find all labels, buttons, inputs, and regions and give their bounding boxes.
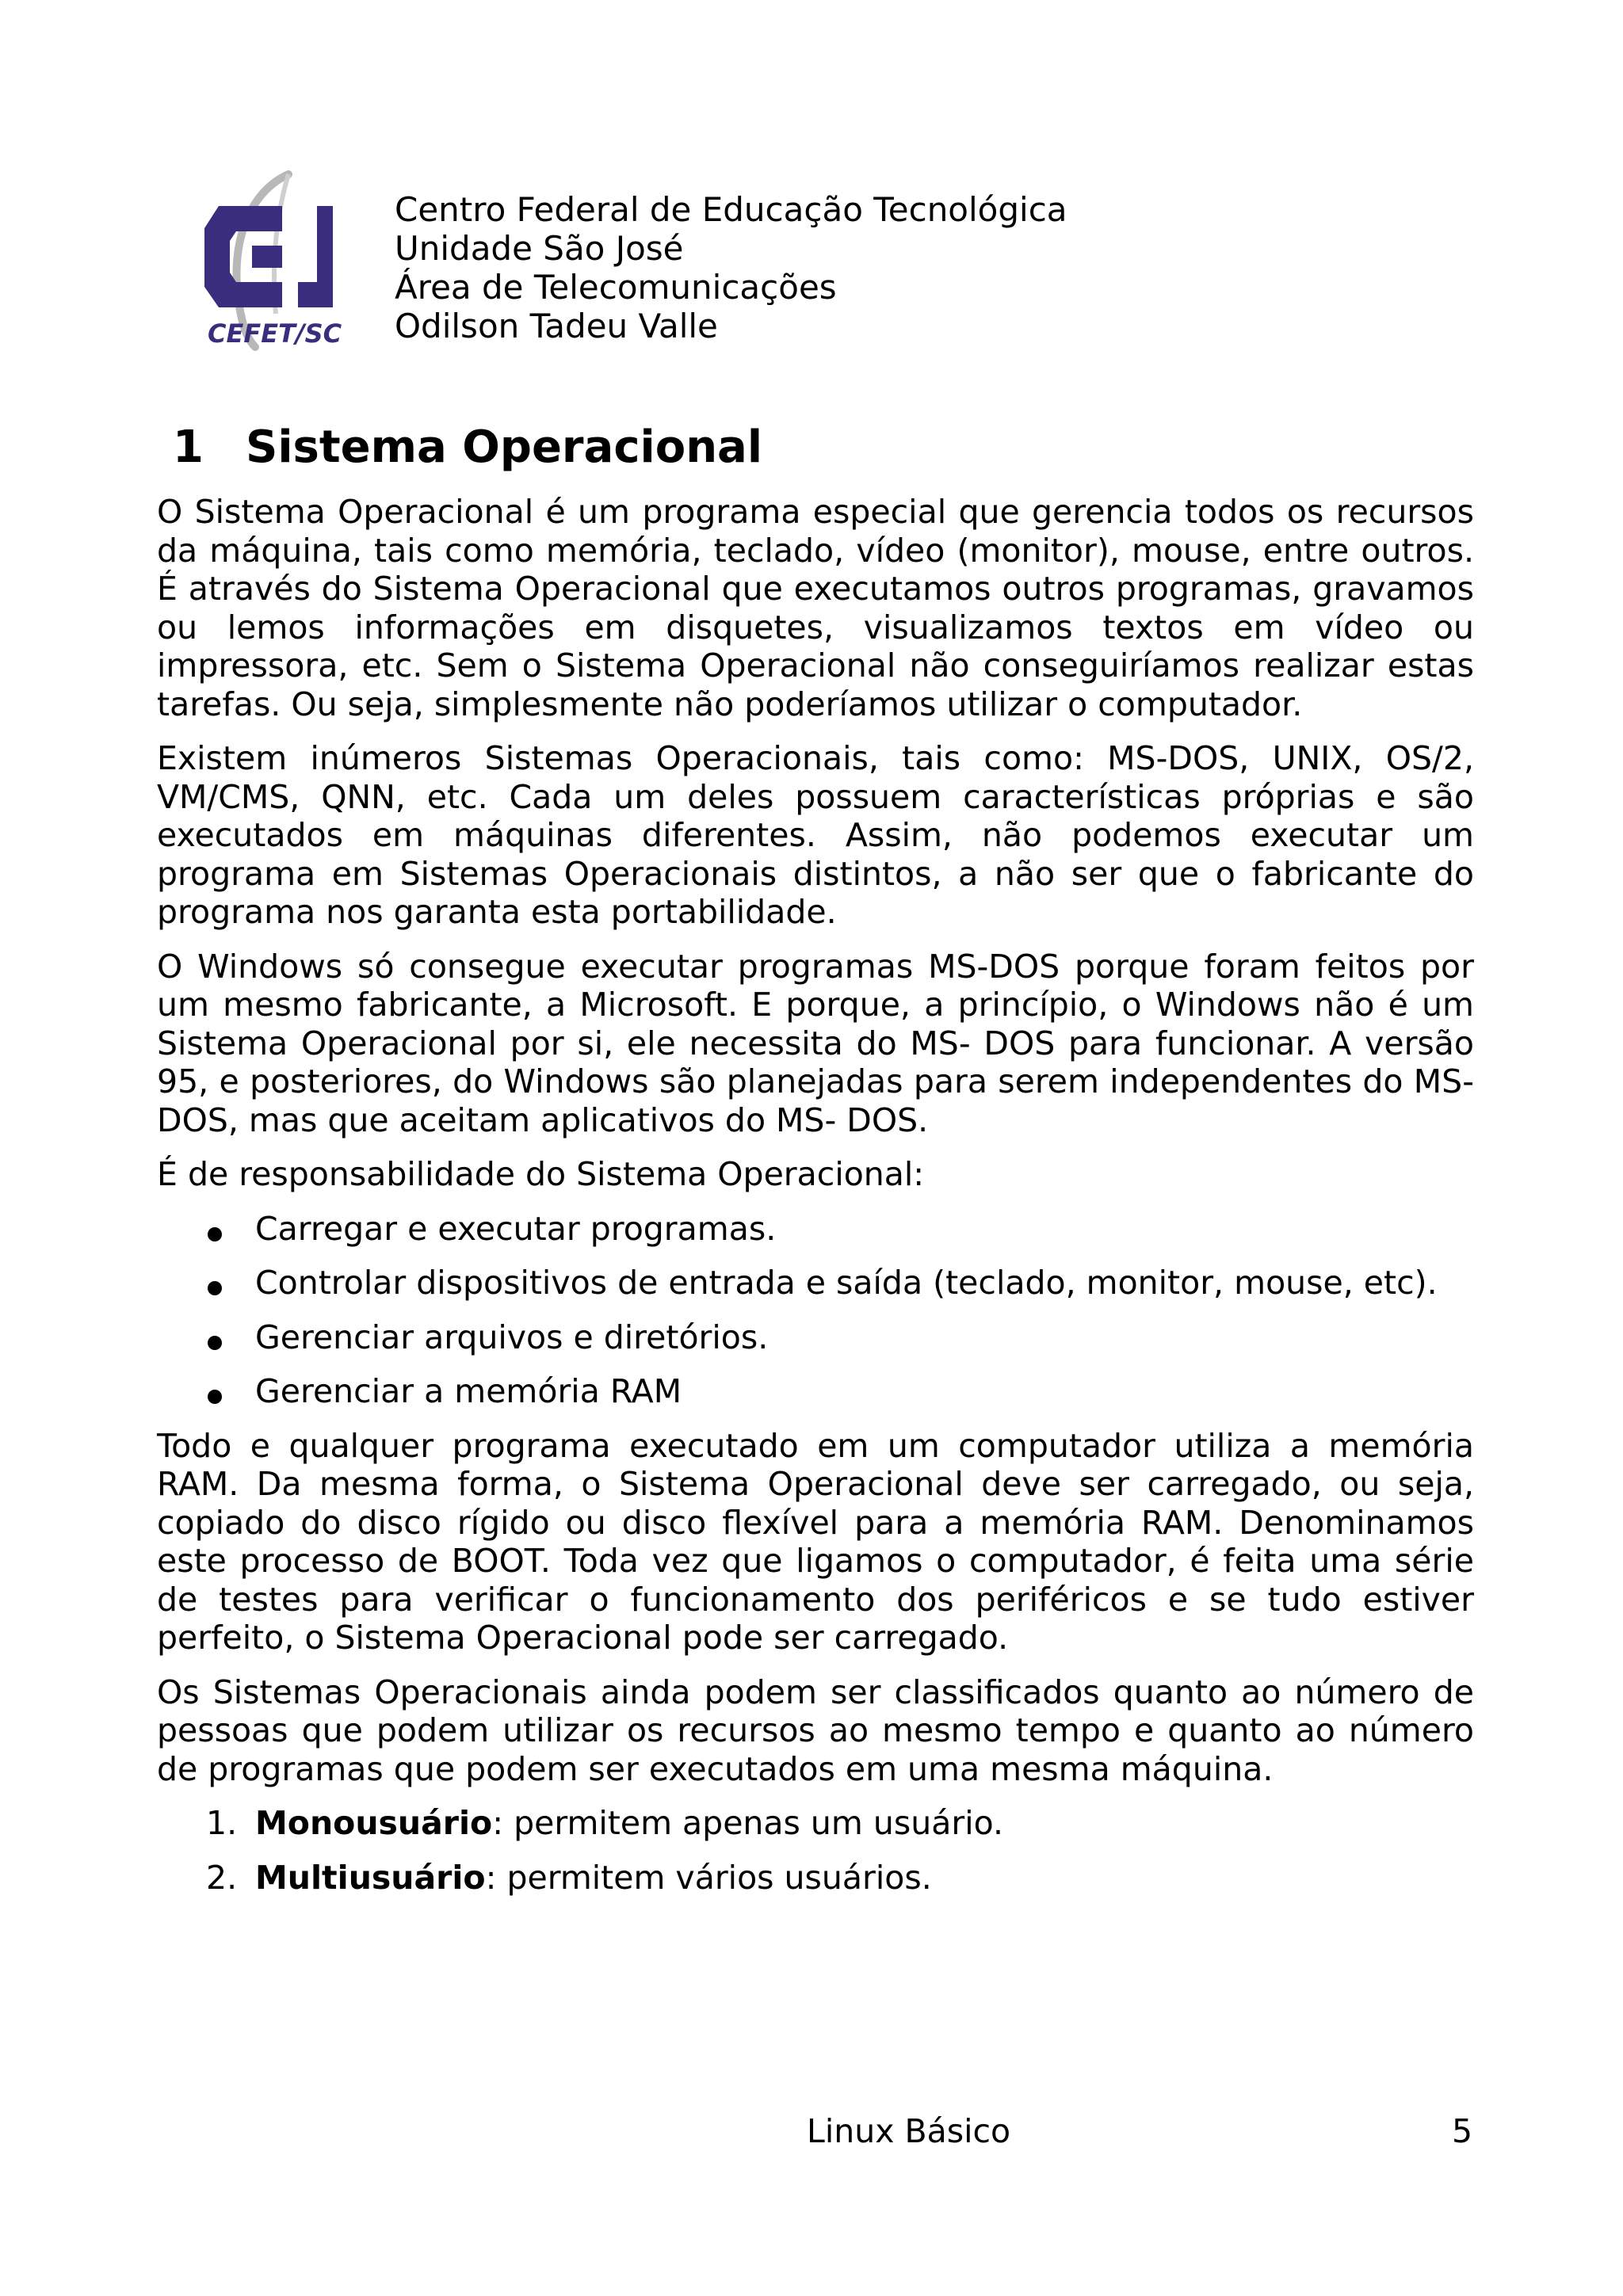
paragraph-examples: Existem inúmeros Sistemas Operacionais, tais como: MS-DOS, UNIX, OS/2, VM/CMS, QNN, etc. Cada um deles possuem características próprias e são executados em máquinas diferentes. Assim, não podemos executar um programa em Sistemas Operacionais distintos, a não ser que o fabricante do programa nos garanta esta portabilidade. xyxy=(157,739,1474,931)
list-item: 1. Monousuário: permitem apenas um usuário. xyxy=(206,1804,1003,1842)
list-item: Gerenciar arquivos e diretórios. xyxy=(157,1318,1474,1357)
paragraph-responsibilities-intro: É de responsabilidade do Sistema Operacional: xyxy=(157,1155,925,1193)
unit-name: Unidade São José xyxy=(395,229,684,268)
paragraph-boot: Todo e qualquer programa executado em um computador utiliza a memória RAM. Da mesma forma, o Sistema Operacional deve ser carregado, ou seja, copiado do disco rígido ou disco flexível para a memória RAM. Denominamos este processo de BOOT. Toda vez que ligamos o computador, é feita uma série de testes para verificar o funcionamento dos periféricos e se tudo estiver perfeito, o Sistema Operacional pode ser carregado. xyxy=(157,1426,1474,1657)
responsibilities-list xyxy=(157,1210,1474,1411)
list-item: Gerenciar a memória RAM xyxy=(157,1372,1474,1411)
list-item: 2. Multiusuário: permitem vários usuários. xyxy=(206,1858,932,1897)
logo-text: CEFET/SC xyxy=(208,318,342,349)
paragraph-windows: O Windows só consegue executar programas MS-DOS porque foram feitos por um mesmo fabricante, a Microsoft. E porque, a princípio, o Windows não é um Sistema Operacional por si, ele necessita do MS- DOS para funcionar. A versão 95, e posteriores, do Windows são planejadas para serem independentes do MS- DOS, mas que aceitam aplicativos do MS- DOS. xyxy=(157,947,1474,1139)
document-body xyxy=(157,412,1474,1913)
paragraph-intro: O Sistema Operacional é um programa especial que gerencia todos os recursos da máquina, tais como memória, teclado, vídeo (monitor), mouse, entre outros. É através do Sistema Operacional que executamos outros programas, gravamos ou lemos informações em disquetes, visualizamos textos em vídeo ou impressora, etc. Sem o Sistema Operacional não conseguiríamos realizar estas tarefas. Ou seja, simplesmente não poderíamos utilizar o computador. xyxy=(157,493,1474,723)
cefet-sc-logo xyxy=(195,163,385,353)
area-name: Área de Telecomunicações xyxy=(395,268,837,307)
author-name: Odilson Tadeu Valle xyxy=(395,307,718,345)
paragraph-classification: Os Sistemas Operacionais ainda podem ser classificados quanto ao número de pessoas que podem utilizar os recursos ao mesmo tempo e quanto ao número de programas que podem ser executados em uma mesma máquina. xyxy=(157,1672,1474,1788)
bullet-icon xyxy=(208,1281,222,1295)
classification-list xyxy=(157,1804,1474,1897)
list-item: Controlar dispositivos de entrada e saída (teclado, monitor, mouse, etc). xyxy=(157,1264,1474,1302)
list-marker: 1. xyxy=(206,1804,238,1842)
document-header xyxy=(195,163,1067,361)
footer-title: Linux Básico xyxy=(807,2112,1011,2150)
bullet-icon xyxy=(208,1390,222,1404)
institution-name: Centro Federal de Educação Tecnológica xyxy=(395,190,1067,229)
section-heading xyxy=(173,412,1474,483)
term-multiusuario: Multiusuário xyxy=(255,1858,486,1897)
page-number: 5 xyxy=(1452,2112,1473,2150)
section-number: 1 xyxy=(173,421,204,473)
list-marker: 2. xyxy=(206,1858,238,1897)
section-title: Sistema Operacional xyxy=(246,421,763,473)
bullet-icon xyxy=(208,1227,222,1241)
term-monousuario: Monousuário xyxy=(255,1804,493,1842)
bullet-icon xyxy=(208,1336,222,1350)
list-item: Carregar e executar programas. xyxy=(157,1210,1474,1249)
